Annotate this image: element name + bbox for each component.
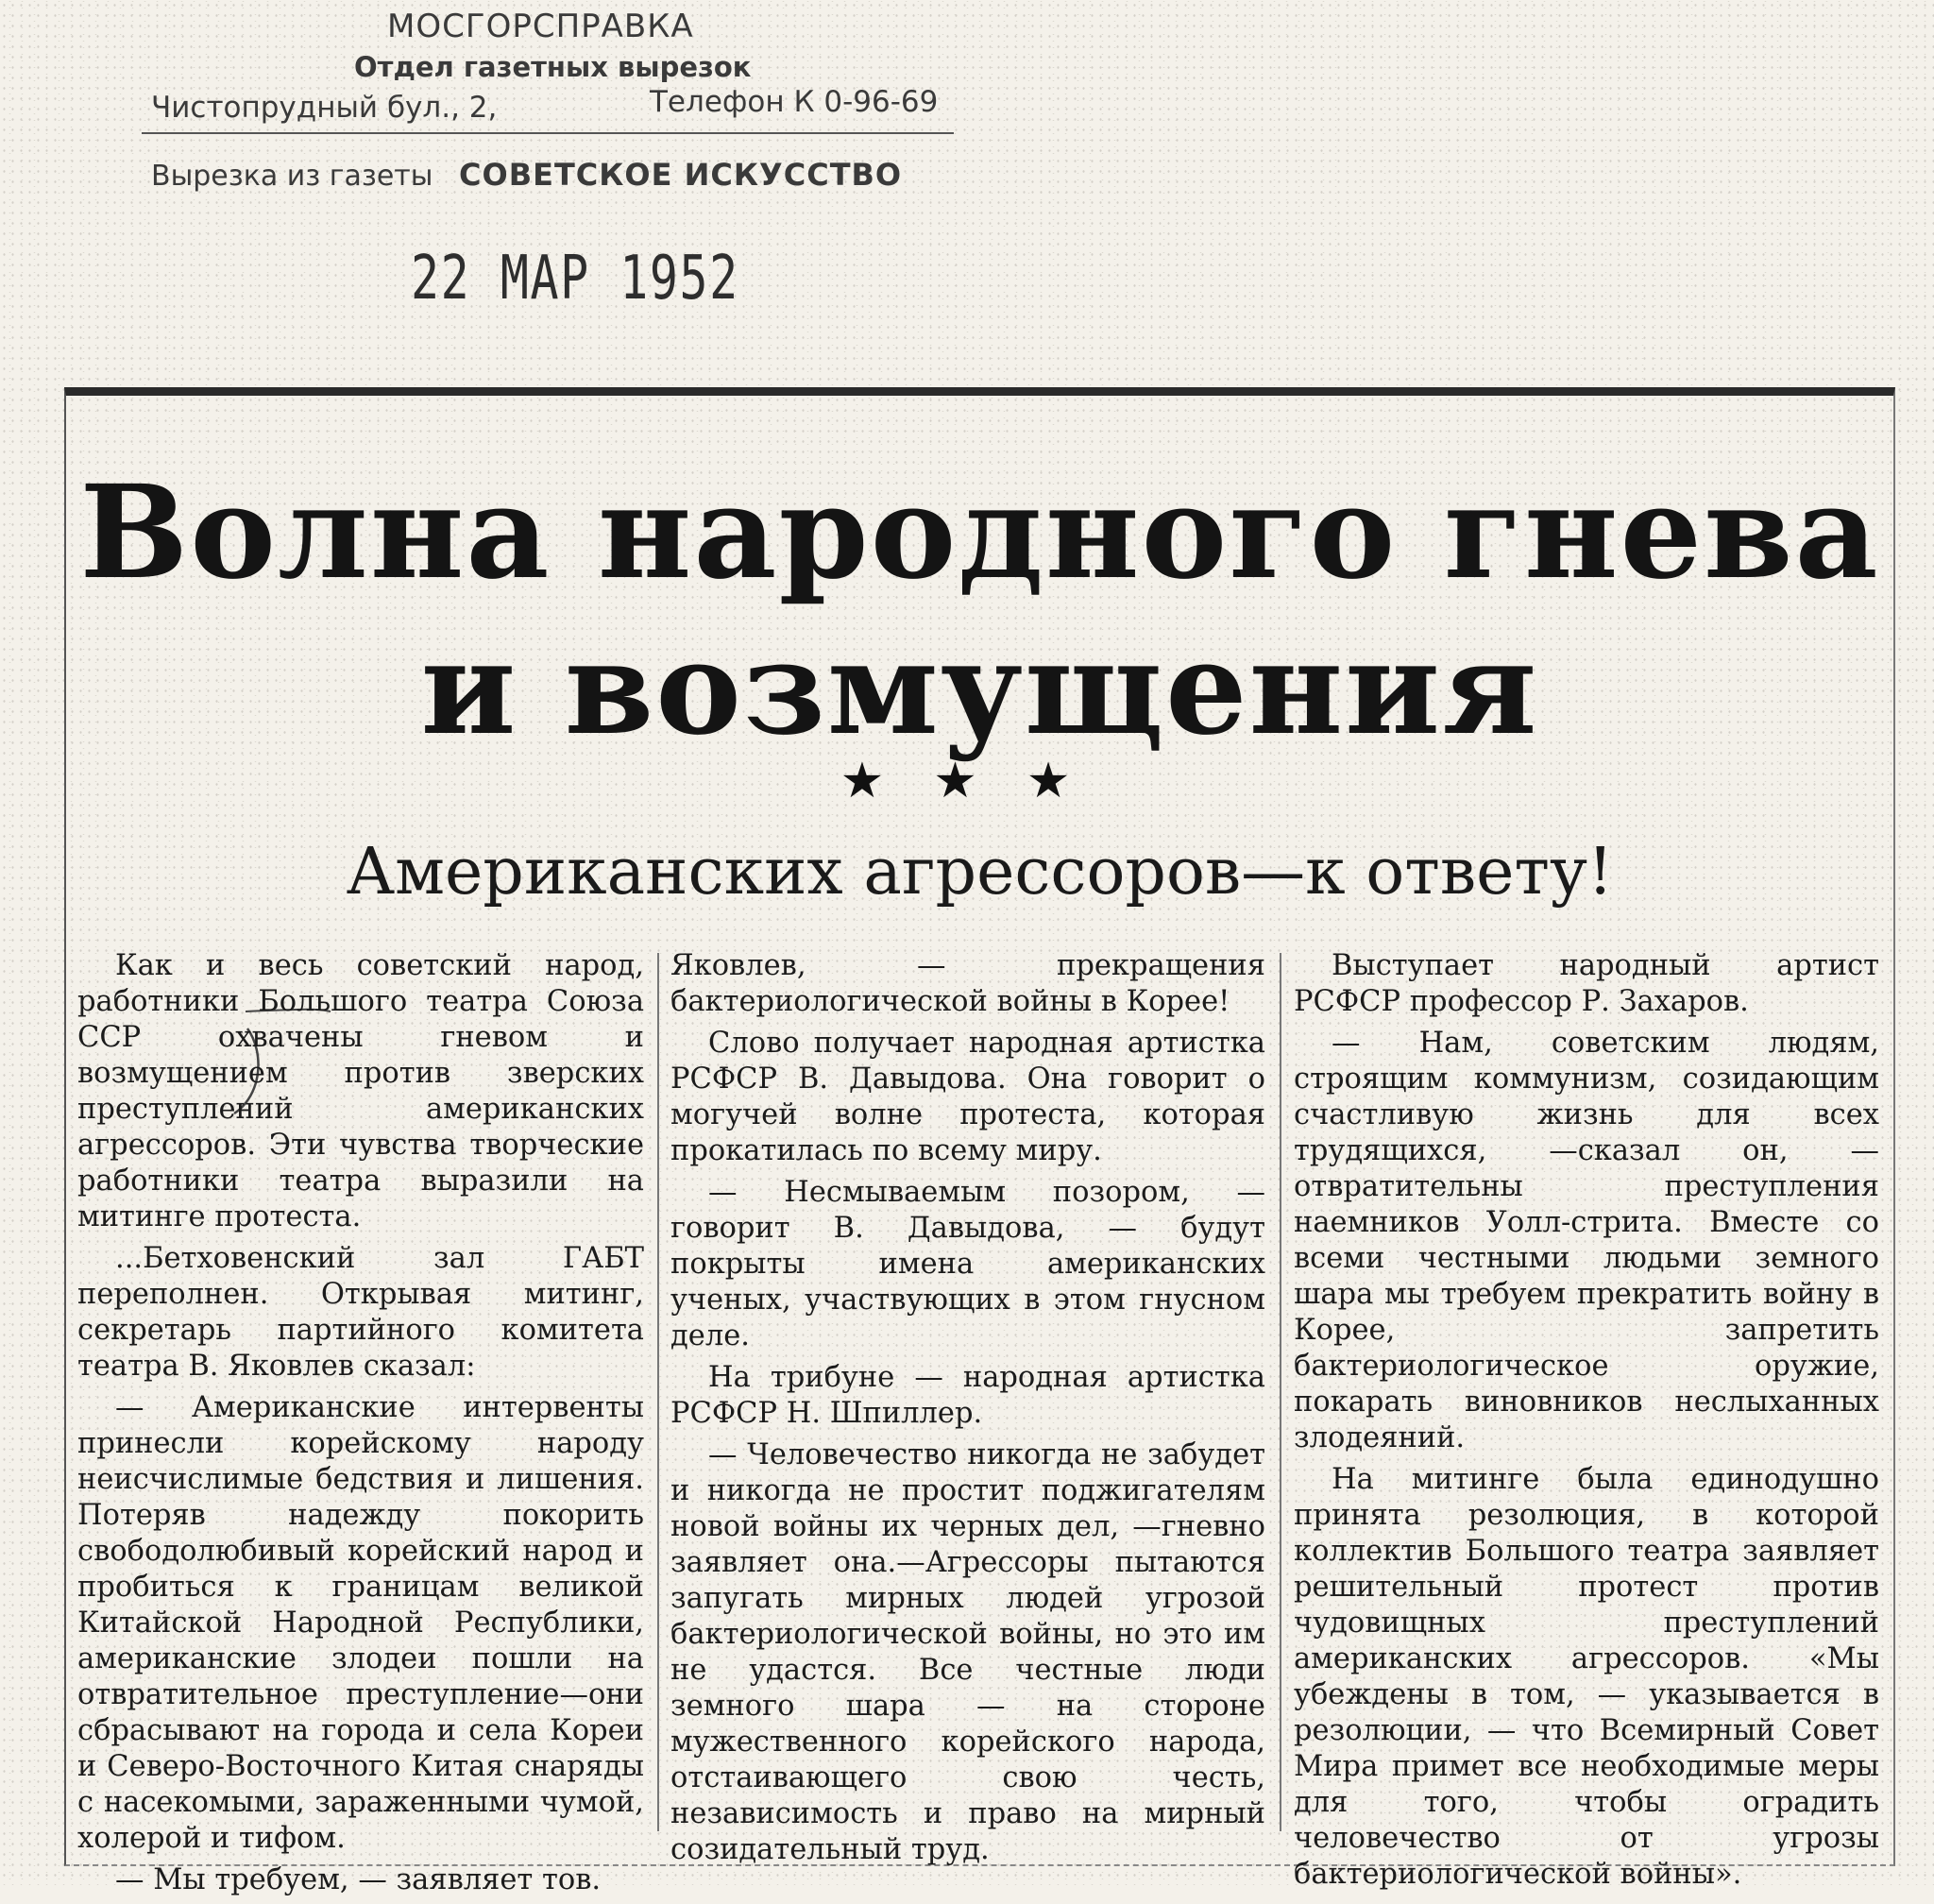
stamp-department: Отдел газетных вырезок bbox=[354, 51, 752, 83]
star-separator: ★★★ bbox=[840, 753, 1120, 809]
paragraph: — Американские интервенты принесли корейскому народу неисчислимые бедствия и лишения. Потеряв надежду покорить свободолюбивый корейский народ и пробиться к границам великой Китайской Народной Республики, американские злодеи пошли на отвратительное преступление—они сбрасывают на города и села Кореи и Северо-Восточного Китая снаряды с насекомыми, зараженными чумой, холерой и тифом. bbox=[77, 1391, 644, 1855]
stamp-clipping-label: Вырезка из газеты bbox=[151, 160, 433, 193]
paragraph: Как и весь советский народ, работники Большого театра Союза ССР охвачены гневом и возмущением против зверских преступлений американских агрессоров. Эти чувства творческие работники театра выразили на митинге протеста. bbox=[77, 949, 644, 1233]
paragraph: ...Бетховенский зал ГАБТ переполнен. Открывая митинг, секретарь партийного комитета театра В. Яковлев сказал: bbox=[77, 1242, 644, 1383]
paragraph: — Мы требуем, — заявляет тов. bbox=[115, 1863, 602, 1896]
paragraph: — Несмываемым позором, — говорит В. Давыдова, — будут покрыты имена американских ученых, участвующих в этом гнусном деле. bbox=[670, 1176, 1265, 1352]
paragraph: — Нам, советским людям, строящим коммунизм, созидающим счастливую жизнь для всех трудящихся, —сказал он, — отвратительны преступления наемников Уолл-стрита. Вместе со всеми честными людьми земного шара мы требуем прекратить войну в Корее, запретить бактериологическое оружие, покарать виновников неслыханных злодеяний. bbox=[1294, 1027, 1879, 1454]
newspaper-clipping bbox=[64, 387, 1895, 1896]
stamp-phone: Телефон К 0-96-69 bbox=[650, 85, 939, 119]
article-column-2 bbox=[670, 948, 1265, 1874]
headline-line-1: Волна народного гнева bbox=[79, 457, 1880, 608]
paragraph: Яковлев, — прекращения бактериологической войны в Корее! bbox=[670, 949, 1265, 1018]
stamp-newspaper-name: СОВЕТСКОЕ ИСКУССТВО bbox=[459, 157, 903, 193]
paragraph: На митинге была единодушно принята резолюция, в которой коллектив Большого театра заявляет решительный протест против чудовищных преступлений американских агрессоров. «Мы убеждены в том, — указывается в резолюции, — что Всемирный Совет Мира примет все необходимые меры для того, чтобы оградить человечество от угрозы бактериологической войны». bbox=[1294, 1463, 1879, 1891]
archive-stamp bbox=[142, 8, 954, 193]
paragraph: На трибуне — народная артистка РСФСР Н. Шпиллер. bbox=[670, 1361, 1265, 1430]
paragraph: — Человечество никогда не забудет и никогда не простит поджигателям новой войны их черных дел, —гневно заявляет она.—Агрессоры пытаются запугать мирных людей угрозой бактериологической войны, но это им не удастся. Все честные люди земного шара — на стороне мужественного корейского народа, отстаивающего свою честь, независимость и право на мирный созидательный труд. bbox=[670, 1438, 1265, 1866]
stamp-clipping-line bbox=[151, 157, 954, 193]
headline-line-2: и возмущения bbox=[420, 613, 1539, 764]
stamp-date: 22 МАР 1952 bbox=[411, 244, 739, 314]
article-column-1 bbox=[77, 948, 644, 1904]
stamp-address: Чистопрудный бул., 2, bbox=[151, 91, 498, 125]
column-rule bbox=[1280, 953, 1281, 1831]
subheadline: Американских агрессоров—к ответу! bbox=[346, 835, 1614, 910]
paragraph: Слово получает народная артистка РСФСР В. Давыдова. Она говорит о могучей волне протеста, которая прокатилась по всему миру. bbox=[670, 1027, 1265, 1167]
paragraph: Выступает народный артист РСФСР профессор Р. Захаров. bbox=[1294, 949, 1879, 1018]
stamp-organization: МОСГОРСПРАВКА bbox=[387, 8, 694, 45]
stamp-contact-line bbox=[142, 85, 954, 134]
column-rule bbox=[657, 953, 659, 1831]
article-column-3 bbox=[1294, 948, 1879, 1898]
